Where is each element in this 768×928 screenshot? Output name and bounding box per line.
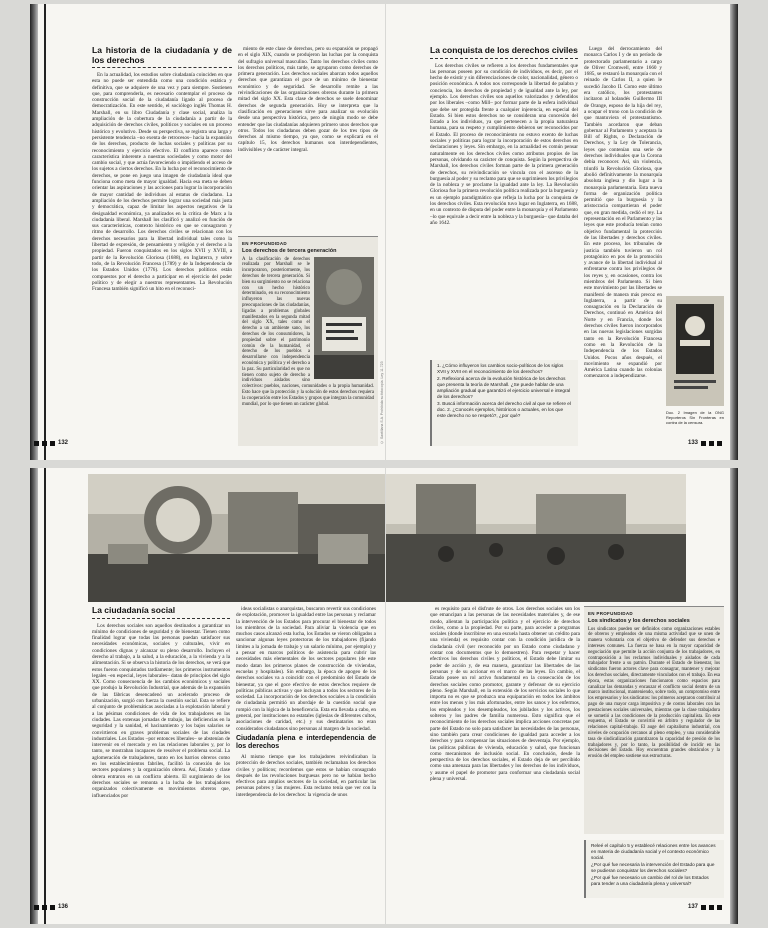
doc-caption: Doc. 2 Imagen de la ONG Reporteros Sin Fronteras en contra de la censura. bbox=[666, 410, 724, 426]
questions-list bbox=[591, 843, 719, 887]
box-tag: EN PROFUNDIDAD bbox=[242, 241, 287, 246]
folio-marker bbox=[42, 905, 47, 910]
page-number bbox=[34, 904, 68, 910]
body-text: Luego del derrocamiento del monarca Carlos I y de un período de protectorado parlamentario a cargo de Oliver Cromwell, entre 1660 y 1685, se restauró la monarquía con el reinado de Carlos II, a quien le sucedió Jacobo II. Como este último era católico, los protestantes incitaron al holandés Guillermo III de Orange, esposo de la hija del rey, a ocupar el trono con la condición de que mantuviera el protestantismo. También acordaron que deban gobernar al Parlamento y aceptara la Bill of Rights, o Declaración de Derechos, y la Ley de Tolerancia, leyes que contenían una serie de derechos individuales que la Corona debía reconocer. Así, sin violencia, triunfó la Revolución Gloriosa, que abolió definitivamente la monarquía absoluta inglesa y dio lugar a la monarquía parlamentaria. Esta nueva forma de organización política permitió que la burguesía y la aristocracia compartieran el poder que, en gran medida, cedió el rey. La representación en el Parlamento y las leyes que este producía tenían como objetivo fundamental la protección de las libertades y derechos civiles. En este proceso, los tribunales de justicia también tuvieron un rol protagónico en pos de la promoción y avance de la libertad individual al enfrentarse contra los privilegios de los reyes y, en ocasiones, contra los miembros del Parlamento. Si bien este movimiento por las libertades se manifestó de manera más precoz en Inglaterra, a partir de su consagración en la Declaración de Derechos, continuó en América del Norte y en Francia, donde los derechos civiles fueron incorporados en las nuevas legislaciones surgidas tanto en la Revolución Francesa como en la Revolución de la Independencia de los Estados Unidos. Pocos años después, el movimiento se expandió por América Latina cuando las colonias comenzaron a independizarse. bbox=[584, 46, 662, 380]
page-number-text: 133 bbox=[687, 440, 698, 446]
question-item: Releé el capítulo 5 y establecé relaciones entre los avances en materia de ciudadanía social y el contexto económico social. bbox=[591, 843, 716, 860]
copyright-note: © Santillana S.A. Prohibida su fotocopia. Ley 11.723 bbox=[380, 361, 384, 444]
folio-marker bbox=[709, 905, 714, 910]
body-text: ideas socialistas o anarquistas, buscaron revertir sus condiciones de explotación, promover la igualdad entre las personas y reclamar la intervención de los Estados para procurar el bienestar de todos los miembros de la sociedad. Para aliviar la violencia que en muchos casos alcanzó esta lucha, los Estados se vieron obligados a sancionar algunas leyes protectoras de los trabajadores (fijando límites a la jornada de trabajo y un salario mínimo, por ejemplo) y a pensar en marcos políticos de asistencia para cubrir las necesidades más elementales de los sectores populares (de este modo datan los primeros planes de construcción de viviendas, escuelas y hospitales). Sin embargo, la época de apogeo de los derechos sociales va a coincidir con el predominio del Estado de bienestar, ya que el goce efectivo de estos derechos requiere de políticas públicas activas y que incluyan a todos los sectores de la sociedad. La incorporación de los derechos sociales a la condición de ciudadanía permitió un abordaje de la cuestión social que rompió con la lógica de la beneficencia. Esta era llevada a cabo, en general, por instituciones no estatales (iglesias de diferentes cultos, asociaciones de caridad, etc.) y sus destinatarios no eran considerados ciudadanos sino personas al margen de la sociedad. bbox=[236, 606, 376, 732]
section-title: La ciudadanía social bbox=[92, 606, 176, 615]
body-text: es requisito para el disfrute de otros. Los derechos sociales son los que emancipan a las personas de las necesidades materiales y, de ese modo, alientan la participación política y el ejercicio de derechos civiles, como a la propiedad. Por su parte, para acceder a programas sociales (donde inscribirse en una escuela hasta obtener un crédito para una vivienda) es requisito contar con la condición jurídica de la ciudadanía civil (ser reconocido por un Estado como ciudadano y contar con documentos que lo demuestren). Para respetar y hacer efectivos los derechos civiles y políticos, el Estado debe limitar su poder de acción y, de esa manera, garantizar las libertades de las personas y de su accionar en el marco de las leyes. En cambio, el Estado posee un rol activo fundamental en la consecución de los derechos sociales como promotor, garante y defensor de su ejercicio pleno. Según Marshall, en la extensión de los servicios sociales lo que importa no es que se produzca una equiparación en todos los ámbitos entre los menos y los más afortunados, entre los sanos y los enfermos, los empleados y los desempleados, los jubilados y los activos, los solteros y los padres de familia numerosa. Esto significa que el reconocimiento de los derechos sociales implica acciones concretas por parte del Estado no solo para satisfacer las necesidades de las personas, sino también para crear condiciones de igualdad para acceder a los derechos y para compensar las situaciones de desventaja. Por ejemplo, las políticas públicas de vivienda, educación y salud, que funcionan como mecanismos de inclusión social. En conclusión, desde la perspectiva de los derechos sociales, el Estado deja de ser percibido como una amenaza para las libertades y los derechos de los individuos, y asume el papel de promotor para conformar una ciudadanía social plena y universal. bbox=[430, 606, 580, 783]
protest-photo bbox=[314, 257, 374, 379]
box-text: Los sindicatos pueden ser definidos como organizaciones estables de obreros y empleados de una misma actividad que se unen de manera voluntaria con el objetivo de defender sus derechos e intereses comunes. La fuerza se basa en la mayor capacidad de negociación que permite la acción conjunta de los trabajadores, en contraposición a los reclamos individuales y aislados de cada trabajador frente a su patrón. Durante el Estado de bienestar, los sindicatos fueron actores clave para consagrar, mantener y mejorar los derechos sociales, directamente vinculados con el trabajo. En esa época, estas organizaciones funcionaron como espacios para canalizar las demandas y encauzar el conflicto social dentro de un marco institucional, manteniendo, sobre todo, un compromiso entre los empresarios y los sindicatos: los primeros aceptaron contribuir al pago de una mayor carga impositiva y de costos laborales con las prestaciones sociales universales, mientras que la clase trabajadora se sometió a las condiciones de la producción capitalista. En este esquema, el Estado se convirtió en árbitro y regulador de las relaciones capital-trabajo. El auge del capitalismo industrial, con niveles de ocupación cercanos al pleno empleo, y una considerable tasa de sindicalización garantizaron la capacidad de presión de los trabajadores y, por lo tanto, la posibilidad de incidir en las decisiones del Estado. Hoy encuentran grandes obstáculos y la erosión del empleo sostiene sus estructuras. bbox=[588, 626, 720, 760]
folio-marker bbox=[701, 905, 706, 910]
historic-crowd-illustration bbox=[386, 474, 686, 602]
section-title: La historia de la ciudadanía y de los derechos bbox=[92, 46, 232, 65]
folio-marker bbox=[717, 441, 722, 446]
body-text: En la actualidad, los estudios sobre ciudadanía coinciden en que esta no puede ser entendida como una condición estática y definitiva, que se adquiere de una vez y para siempre. Sostienen que, para comprenderla, es necesario contemplar el proceso de construcción social de la ciudadanía ligado al proceso de democratización. En este sentido, el sociólogo inglés Thomas H. Marshall, en su libro Ciudadanía y clase social, analiza la ampliación de la cobertura de la ciudadanía a partir de la adquisición de derechos civiles, políticos y sociales en un proceso histórico y evolutivo. Desde su perspectiva, se registra una larga y persistente tendencia –no exenta de retrocesos– hacia la expansión de los derechos, producto de luchas sociales y políticas por su reconocimiento y ejercicio efectivo. El conflicto aparece como característica inherente a nuestras sociedades y como motor del cambio social, y que actúa favoreciendo o impidiendo el acceso de los sujetos a ciertos derechos. En la lucha por el reconocimiento de derechos, se pone en juego una imagen de ciudadanía ideal que funciona como meta de mayor igualdad. Hacia esa meta se deben orientar las aspiraciones y las acciones para lograr la incorporación de mayor cantidad de individuos al estatus de ciudadano. La ampliación de los derechos permite lograr una sociedad más justa y democrática, capaz de limitar los aspectos negativos de la desigualdad económica, ya analizados en la crítica de Marx a la ciudadanía liberal. Marshall los clasificó y analizó en función de sus características, contexto histórico en que se consagraron y ritmo de desarrollo. Los derechos civiles se relacionan con los derechos necesarios para la libertad individual tales como la libertad de expresión, de pensamiento y religión y el derecho a la propiedad. Fueron conquistados en los siglos XVII y XVIII, a partir de la Revolución Gloriosa (1688), en Inglaterra, y sobre todo, de la Revolución Francesa (1789) y de la Independencia de los Estados Unidos (1776). Los derechos políticos están compuestos por el derecho a participar en el ejercicio del poder político y de elegir a nuestros representantes. La Revolución Francesa también significó un hito en el reconoci- bbox=[92, 72, 232, 293]
spread-photo-left bbox=[88, 474, 385, 602]
folio-marker bbox=[717, 905, 722, 910]
page-133 bbox=[386, 4, 738, 460]
questions-box bbox=[584, 840, 724, 898]
title-rule bbox=[92, 67, 232, 68]
title-rule bbox=[430, 58, 578, 59]
binding-edge bbox=[730, 468, 738, 924]
title-rule bbox=[92, 618, 230, 619]
body-text: Los derechos civiles se refieren a los derechos fundamentales que las personas poseen por su condición de individuos, es decir, por el hecho de existir y sin diferenciaciones de color, nacionalidad, género o posición económica. A todos nos corresponde la libertad de palabra y conciencia, los derechos de propiedad y de igualdad ante la ley, por ejemplo. Los derechos civiles son aquellos valorizados y defendidos por los liberales –como Mill– por formar parte de la esfera individual que debe ser protegida frente a cualquier injerencia, en especial del Estado. Si bien estos derechos no se consideran una concesión del Estado a los individuos, ya que pertenecen a la propia naturaleza humana, para su respeto y cumplimiento debieron ser reconocidos por el Estado. El proceso de reconocimiento no estuvo exento de luchas sociales y políticas para lograr la incorporación de estos derechos en declaraciones y leyes. Sin embargo, en la actualidad es común pensar naturalmente en los derechos civiles como atributos propios de las personas, olvidando su carácter de conquista. Según la perspectiva de Marshall, los derechos civiles forman parte de la primera generación de derechos, su reivindicación se vincula con el ascenso de la burguesía al poder y su reclamo para que se suprimiesen los privilegios de la nobleza y se proclame la igualdad ante la ley. La Revolución Gloriosa fue la primera revolución política realizada por la burguesía y es un ejemplo paradigmático que refleja la lucha por la conquista de los derechos civiles. Esta revolución tuvo lugar en Inglaterra, en 1688, en un contexto de disputa del poder entre la monarquía y el Parlamento –lo que equivale a decir entre la nobleza y la burguesía– que databa del año 1642. bbox=[430, 62, 578, 226]
deep-dive-box bbox=[238, 236, 378, 446]
photo-illustration bbox=[314, 257, 374, 379]
body-text: miento de este clase de derechos, pero su expansión se propagó en el siglo XIX, cuando se produjeron las luchas por la conquista del sufragio universal masculino. Tanto los derechos civiles como los derechos políticos, más tarde, se agruparon como derechos de primera generación. Los derechos sociales abarcan todos aquellos derechos que garantizan el goce de un mínimo de bienestar económico y de seguridad. Se desarrollo remite a las reivindicaciones de las organizaciones obreras durante la primera mitad del siglo XX. Esta clase de derechos se suele denominar derechos de segunda generación. Hoy se interpreta que la clasificación en generaciones sirve para analizar su evolución desde una perspectiva histórica, pero de ningún modo se debe entender que las ciudadanías adquieren primero unos derechos que otros. Todos los ciudadanos deben gozar de los tres tipos de derechos al mismo tiempo, ya que, como se explicará en el capítulo 15, los derechos humanos son interdependientes, indivisibles y de carácter integral. bbox=[238, 46, 378, 153]
question-item: 1. ¿Cómo influyeron los cambios socio-políticos de los siglos XVII y XVIII en el reconocimiento de los derechos? bbox=[437, 363, 564, 374]
deep-dive-box bbox=[584, 606, 724, 834]
folio-marker bbox=[701, 441, 706, 446]
binding-edge bbox=[30, 468, 38, 924]
box-tag: EN PROFUNDIDAD bbox=[588, 611, 633, 616]
page-number-text: 137 bbox=[687, 904, 698, 910]
folio-marker bbox=[34, 905, 39, 910]
column-left bbox=[430, 606, 580, 906]
column-left bbox=[92, 46, 232, 441]
page-137 bbox=[386, 468, 738, 924]
body-text: Al mismo tiempo que los trabajadores reivindicaban la protección de derechos sociales, también reclamaban los derechos civiles y políticos; recordemos que estos se habían consagrado después de las revoluciones burguesas pero no se habían hecho efectivos para amplios sectores de la sociedad, en particular las personas pobres y las mujeres. Esta reclamo tenía que ver con la interdependencia de los derechos: la vigencia de unos bbox=[236, 753, 376, 798]
folio-marker bbox=[50, 441, 55, 446]
body-text: Los derechos sociales son aquellos destinados a garantizar un mínimo de condiciones de seguridad y de bienestar. Tienen como finalidad lograr que todas las personas puedan satisfacer sus necesidades económicas, sociales y culturales, vivir en condiciones dignas y alcanzar su pleno desarrollo. Incluyen el derecho al trabajo, a la salud, a la educación, a la vivienda y a la alimentación. Si se observa la historia de los derechos, se verá que estos fueron conquistados tardíamente; los primeros instrumentos legales –en especial, leyes laborales– datan de principios del siglo XX. Como consecuencia de los cambios económicos y sociales que produjo la Revolución Industrial, que además de la expansión de las fábricas desencadenó un acelerado proceso de urbanización, surgió con fuerza la cuestión social. Esta se refiere al conjunto de problemáticas asociadas a la explotación laboral y a las pésimas condiciones de vida de los trabajadores en las ciudades. Las extensas jornadas de trabajo, las deficiencias en la seguridad y la sanidad, el hacinamiento y los bajos salarios se convirtieron en graves problemas sociales de las ciudades industriales. Los Estados –por entonces liberales– se abstenían de intervenir en el mercado y en las relaciones laborales y, por lo tanto, se mostraban incapaces de resolver el problema social. La aglomeración de trabajadores, tanto en los barrios obreros como en los establecimientos fabriles, facilitó la conexión de los sectores populares y la organización obrera. Así, Estado y clase obrera entraron en un conflicto abierto. El surgimiento de los derechos sociales se remonta a la lucha de los trabajadores organizados colectivamente en movimientos obreros que, influenciados por bbox=[92, 622, 230, 799]
folio-marker bbox=[709, 441, 714, 446]
question-item: ¿Por qué fue necesaria la intervención del Estado para que se pudieran conquistar los derechos sociales? bbox=[591, 862, 715, 873]
page-132 bbox=[30, 4, 385, 460]
question-item: 3. Buscá información acerca del derecho civil al que se refiere el doc. 2. ¿Conocés ejemplos, históricos o actuales, en los que este derecho no se respetó?, ¿por qué? bbox=[437, 401, 571, 418]
binding-edge bbox=[30, 4, 38, 460]
column-left bbox=[92, 606, 230, 906]
question-item: ¿Por qué fue necesario un cambio del rol de los Estados para tender a una ciudadanía plena y universal? bbox=[591, 875, 709, 886]
folio-marker bbox=[42, 441, 47, 446]
page-number bbox=[688, 440, 722, 446]
question-item: 2. Reflexioná acerca de la evolución histórica de los derechos que presenta la teoría de Marshall. ¿Se puede hablar de una ampliación gradual que garantizó el ejercicio universal e integral de los derechos? bbox=[437, 376, 571, 399]
margin-bar bbox=[44, 4, 46, 460]
questions-list bbox=[437, 363, 573, 419]
box-text: A la clasificación de derechos realizada por Marshall se le incorporaron, posteriormente, los derechos de tercera generación. Si bien su surgimiento no se relaciona con un hecho histórico determinado, en su reconocimiento influyeron las nuevas preocupaciones de las ciudadanías, ligadas a problemas globales manifestados en la segunda mitad del siglo XX, tales como el derecho a un ambiente sano, los derechos de los consumidores, la propiedad sobre el patrimonio común de la humanidad, el derecho de los pueblos a desarrollarse con independencia económica y política y el derecho a la paz. Su particularidad es que no tienen como sujeto de derecho a individuos aislados sino colectivos: pueblos, naciones, comunidades o la propia humanidad. Esto hace que la protección y la solución de estos derechos requiera la cooperación entre los Estados y grupos que integran la comunidad mundial, por lo que tienen un carácter global. bbox=[242, 256, 374, 407]
doc-2-figure bbox=[666, 296, 724, 446]
column-right bbox=[236, 606, 376, 906]
censorship-poster bbox=[666, 296, 724, 406]
folio-marker bbox=[34, 441, 39, 446]
page-number-text: 132 bbox=[58, 440, 69, 446]
historic-crowd-illustration bbox=[88, 474, 385, 602]
margin-bar bbox=[44, 468, 46, 924]
column-right bbox=[238, 46, 378, 236]
column-right bbox=[584, 46, 724, 446]
box-title: Los derechos de tercera generación bbox=[242, 247, 337, 254]
section-title: La conquista de los derechos civiles bbox=[430, 46, 578, 55]
subsection-title: Ciudadanía plena e interdependencia de los derechos bbox=[236, 734, 376, 750]
spread-photo-right bbox=[386, 474, 686, 602]
page-number bbox=[688, 904, 722, 910]
page-136 bbox=[30, 468, 385, 924]
box-title: Los sindicatos y los derechos sociales bbox=[588, 617, 690, 624]
column-left bbox=[430, 46, 578, 356]
page-number bbox=[34, 440, 68, 446]
folio-marker bbox=[50, 905, 55, 910]
binding-edge bbox=[730, 4, 738, 460]
page-number-text: 136 bbox=[58, 904, 69, 910]
questions-box bbox=[430, 360, 578, 446]
